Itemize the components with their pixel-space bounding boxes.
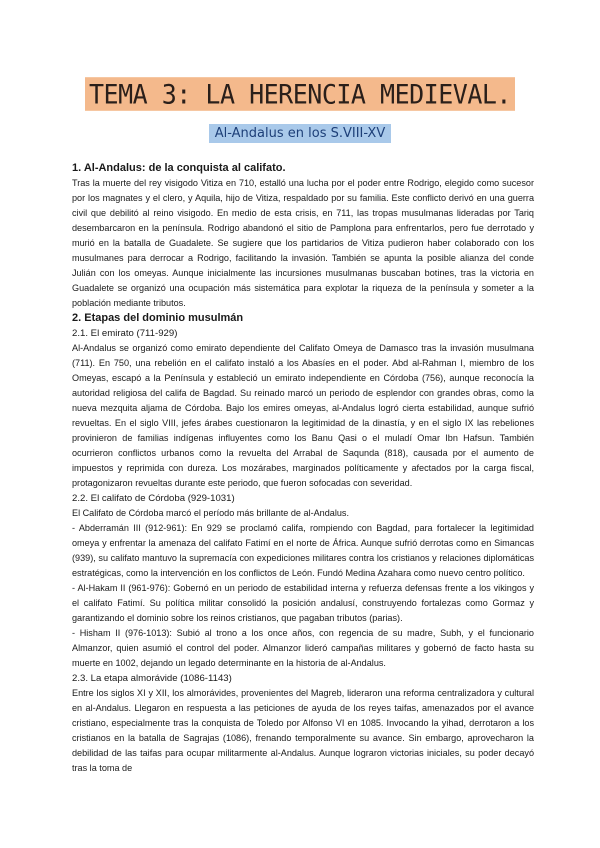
subsection-2-2-heading: 2.2. El califato de Córdoba (929-1031) [72,493,235,504]
page-subtitle: Al-Andalus en los S.VIII-XV [209,124,391,143]
subsection-2-2-intro: El Califato de Córdoba marcó el período más brillante de al-Andalus. [72,508,350,518]
section-2-heading: 2. Etapas del dominio musulmán [72,312,244,324]
section-1-paragraph: Tras la muerte del rey visigodo Vitiza en 710, estalló una lucha por el poder entre Rodrigo, elegido como sucesor por los magnates y el clero, y Aquila, hijo de Vitiza, respaldado por su familia. Este conflicto derivó en una guerra civil que debilitó al reino visigodo. En medio de esta crisis, en 711, las tropas musulmanas lideradas por Tariq desembarcaron en la península. Rodrigo abandonó el sitio de Pamplona para enfrentarlos, pero fue derrotado y murió en la batalla de Guadalete. Se sugiere que los partidarios de Vitiza pudieron haber colaborado con los musulmanes para derrocar a Rodrigo, facilitando la invasión. También se apunta la posible alianza del conde Julián con los omeyas. Aunque inicialmente las incursiones musulmanas buscaban botines, tras la victoria en Guadalete se organizó una ocupación más sistemática para explotar la riqueza de la península y someter a la población mediante tributos. [72,178,534,308]
subsection-2-2-item-alhakam: - Al-Hakam II (961-976): Gobernó en un periodo de estabilidad interna y refuerza defensas frente a los vikingos y el califato Fatimí. Su política militar consolidó la posición andalusí, construyendo fortalezas como Gormaz y garantizando el dominio sobre los reinos cristianos, que pagaban tributos (parias). [72,583,534,623]
subsection-2-3-paragraph: Entre los siglos XI y XII, los almorávides, provenientes del Magreb, lideraron una reforma centralizadora y cultural en al-Andalus. Llegaron en respuesta a las peticiones de ayuda de los reyes taifas, amenazados por el avance cristiano, especialmente tras la conquista de Toledo por Alfonso VI en 1085. Invocando la yihad, derrotaron a los cristianos en la batalla de Sagrajas (1086), frenando temporalmente su avance. Sin embargo, aprovecharon la debilidad de las taifas para ocupar militarmente al-Andalus. Aunque lograron victorias iniciales, su poder decayó tras la toma de [72,688,534,773]
subsection-2-1-paragraph: Al-Andalus se organizó como emirato dependiente del Califato Omeya de Damasco tras la invasión musulmana (711). En 750, una rebelión en el califato instaló a los Abasíes en el poder. Abd al-Rahman I, miembro de los Omeyas, escapó a la Península y estableció un emirato independiente en Córdoba (756), aunque reconocía la autoridad religiosa del califa de Bagdad. Su reinado marcó un periodo de esplendor con grandes obras, como la nueva mezquita aljama de Córdoba. Bajo los emires omeyas, al-Andalus logró cierta estabilidad, aunque sufrió revueltas. En el siglo VIII, jefes árabes cuestionaron la legitimidad de la dinastía, y en el siglo IX las rebeliones provinieron de familias indígenas influyentes como los Banu Qasi o el muladí Omar Ibn Hafsun. También ocurrieron conflictos urbanos como la revuelta del Arrabal de Saqunda (818), causada por el aumento de impuestos y reprimida con dureza. Los mozárabes, marginados políticamente y afectados por la carga fiscal, protagonizaron revueltas durante este periodo, que fueron sofocadas con severidad. [72,343,534,488]
subsection-2-2-item-hisham: - Hisham II (976-1013): Subió al trono a los once años, con regencia de su madre, Subh, y el funcionario Almanzor, quien asumió el control del poder. Almanzor lideró campañas militares y gobernó de facto hasta su muerte en 1002, dejando un legado determinante en la historia de al-Andalus. [72,628,534,668]
section-1-heading: 1. Al-Andalus: de la conquista al califato. [72,162,286,174]
subsection-2-1-heading: 2.1. El emirato (711-929) [72,328,178,339]
document-body [72,160,534,776]
page-title: TEMA 3: LA HERENCIA MEDIEVAL. [85,77,515,111]
subsection-2-2-item-abderraman: - Abderramán III (912-961): En 929 se proclamó califa, rompiendo con Bagdad, para fortalecer la legitimidad omeya y enfrentar la amenaza del califato Fatimí en el norte de África. Aunque sufrió derrotas como en Simancas (939), su califato mantuvo la supremacía con expediciones militares contra los cristianos y relaciones diplomáticas estratégicas, como la intervención en los conflictos de León. Fundó Medina Azahara como nuevo centro político. [72,523,534,578]
title-wrap [0,78,600,110]
subsection-2-3-heading: 2.3. La etapa almorávide (1086-1143) [72,673,232,684]
subtitle-wrap [0,124,600,143]
